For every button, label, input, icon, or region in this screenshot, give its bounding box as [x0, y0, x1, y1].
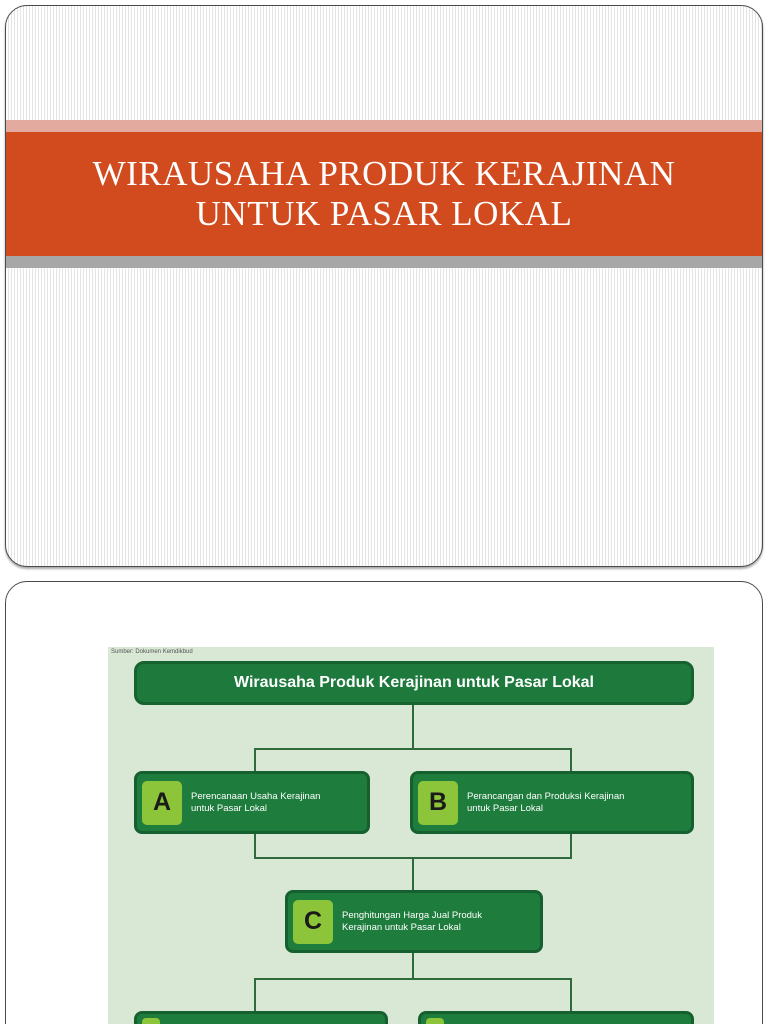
- node-e-partial: [418, 1011, 694, 1024]
- node-label-line: Penghitungan Harga Jual Produk: [342, 909, 482, 921]
- node-label: [467, 791, 630, 815]
- title-band-bottom-accent: [6, 256, 762, 268]
- figure-source: Sumber: Dokumen Kemdikbud: [111, 649, 193, 655]
- node-label-line: untuk Pasar Lokal: [467, 802, 544, 814]
- connector-line: [412, 705, 414, 749]
- slide-title-line-2: UNTUK PASAR LOKAL: [195, 194, 573, 233]
- connector-line: [570, 834, 572, 858]
- node-c: [285, 890, 543, 953]
- node-letter: A: [142, 781, 182, 825]
- node-b: [410, 771, 694, 834]
- connector-line: [254, 978, 256, 1012]
- node-label-line: untuk Pasar Lokal: [191, 802, 268, 814]
- connector-line: [412, 953, 414, 979]
- connector-line: [570, 978, 572, 1012]
- node-label: [191, 791, 326, 815]
- connector-line: [254, 748, 256, 772]
- flow-diagram: [108, 647, 714, 1024]
- node-label-line: Kerajinan untuk Pasar Lokal: [342, 921, 461, 933]
- title-slide: [5, 5, 763, 567]
- node-d-partial: [134, 1011, 388, 1024]
- node-letter-partial: [142, 1018, 160, 1024]
- node-letter-partial: [426, 1018, 444, 1024]
- diagram-slide: [5, 581, 763, 1024]
- title-band-top-accent: [6, 120, 762, 132]
- connector-line: [254, 834, 256, 858]
- slide-title-line-1: WIRAUSAHA PRODUK KERAJINAN: [92, 154, 676, 193]
- node-letter: B: [418, 781, 458, 825]
- connector-line: [254, 978, 572, 980]
- diagram-title: Wirausaha Produk Kerajinan untuk Pasar Lokal: [234, 674, 594, 691]
- title-band: [6, 132, 762, 256]
- node-label: [342, 910, 488, 934]
- diagram-title-box: [134, 661, 694, 705]
- node-letter: C: [293, 900, 333, 944]
- node-label-line: Perencanaan Usaha Kerajinan: [191, 790, 321, 802]
- connector-line: [254, 748, 572, 750]
- node-label-line: Perancangan dan Produksi Kerajinan: [467, 790, 625, 802]
- connector-line: [412, 857, 414, 891]
- connector-line: [570, 748, 572, 772]
- node-a: [134, 771, 370, 834]
